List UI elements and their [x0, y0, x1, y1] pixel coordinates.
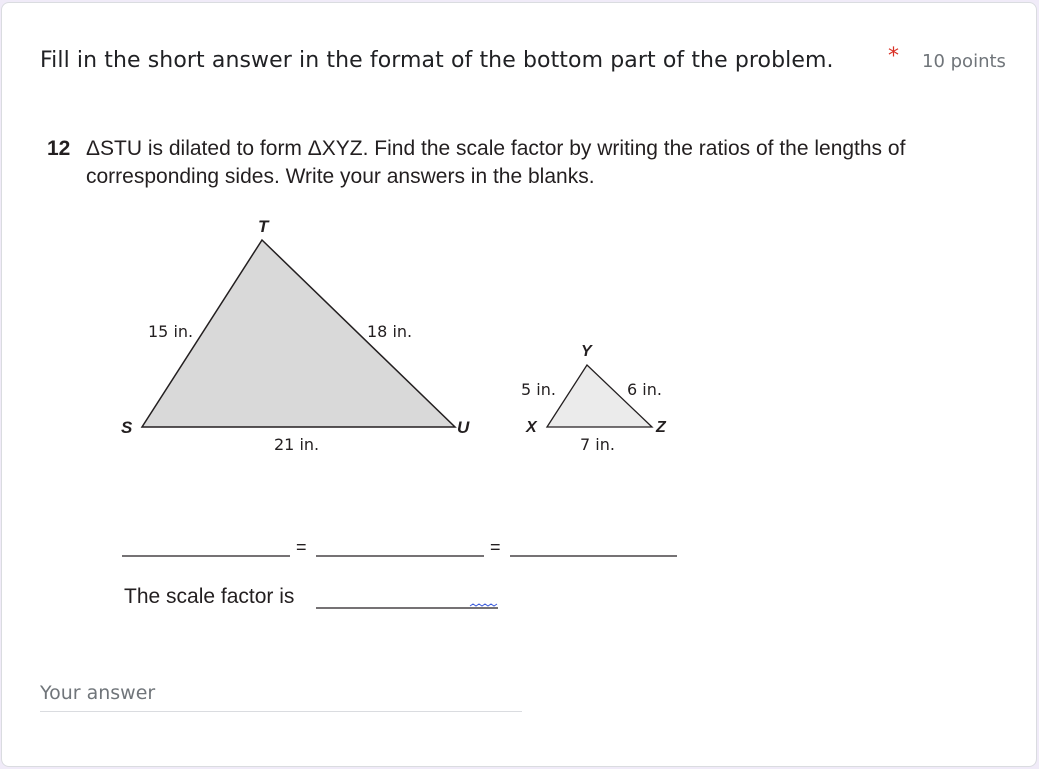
scale-factor-label: The scale factor is: [124, 585, 295, 608]
question-title: Fill in the short answer in the format of the bottom part of the problem.: [40, 48, 834, 73]
side-yz-label: 6 in.: [627, 380, 662, 399]
side-xy-label: 5 in.: [521, 380, 556, 399]
vertex-u-label: U: [457, 418, 470, 437]
short-answer-input[interactable]: [40, 676, 522, 712]
points-label: 10 points: [922, 51, 1006, 72]
side-xz-label: 7 in.: [580, 435, 615, 454]
required-asterisk: *: [888, 44, 899, 69]
side-st-label: 15 in.: [148, 322, 194, 341]
side-su-label: 21 in.: [274, 435, 320, 454]
problem-text-line-2: corresponding sides. Write your answers in the blanks.: [86, 165, 595, 188]
vertex-y-label: Y: [581, 343, 592, 360]
vertex-s-label: S: [121, 418, 133, 437]
side-tu-label: 18 in.: [367, 322, 413, 341]
equals-sign-1: =: [296, 537, 307, 557]
equals-sign-2: =: [490, 537, 501, 557]
vertex-x-label: X: [526, 419, 537, 436]
vertex-z-label: Z: [656, 419, 666, 436]
vertex-t-label: T: [258, 217, 269, 236]
spellcheck-squiggle-icon: [470, 604, 497, 606]
problem-number: 12: [47, 137, 71, 160]
problem-text-line-1: ΔSTU is dilated to form ΔXYZ. Find the scale factor by writing the ratios of the lengths of: [86, 137, 906, 160]
